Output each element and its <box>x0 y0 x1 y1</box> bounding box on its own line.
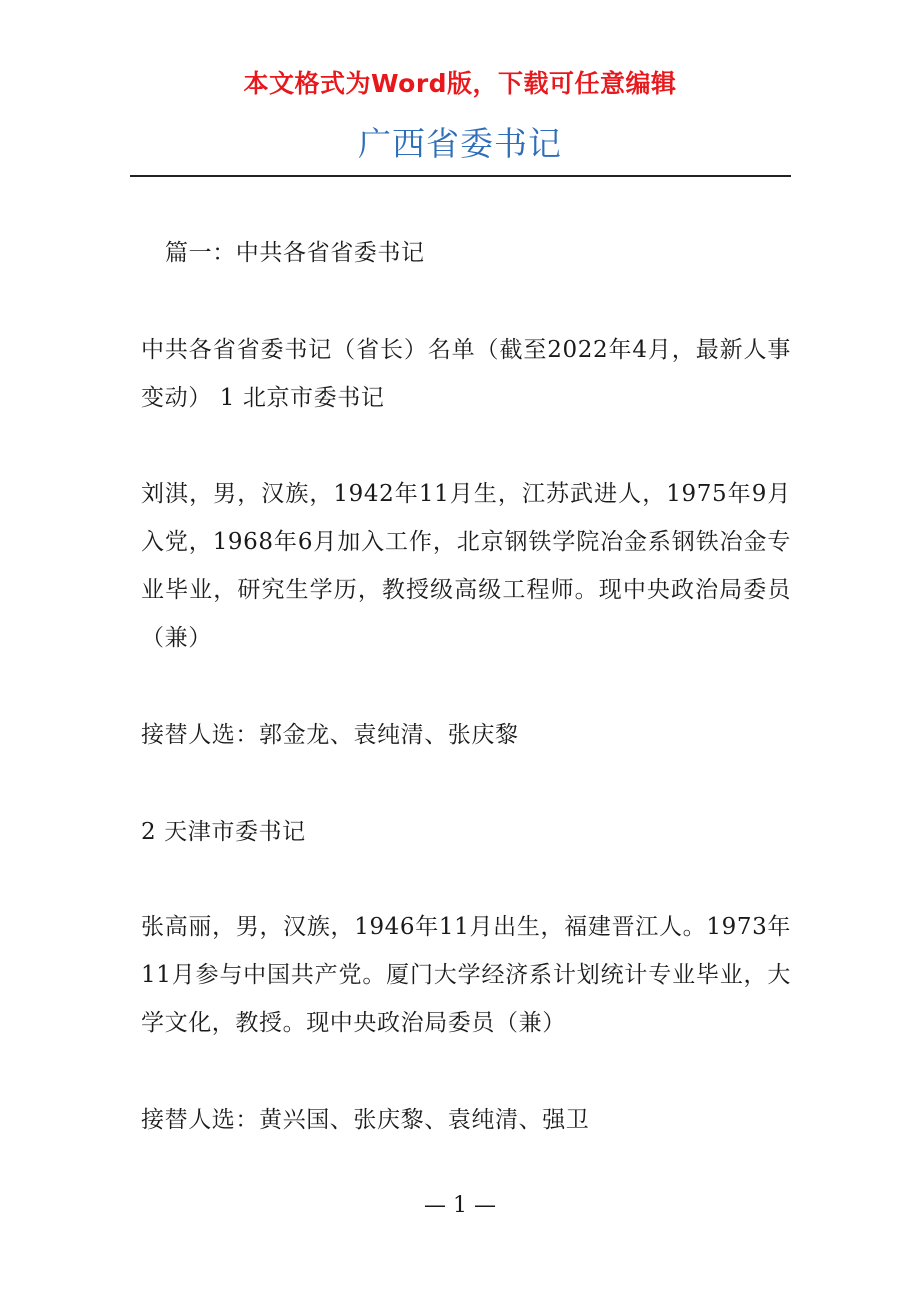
list-intro-paragraph: 中共各省省委书记（省长）名单（截至2022年4月，最新人事变动） 1 北京市委书记 <box>141 337 791 411</box>
tianjin-successors-paragraph: 接替人选：黄兴国、张庆黎、袁纯清、强卫 <box>141 1107 590 1133</box>
section-heading: 篇一：中共各省省委书记 <box>165 240 425 266</box>
tianjin-heading: 2 天津市委书记 <box>141 819 306 845</box>
title-divider <box>130 175 791 177</box>
beijing-bio-paragraph: 刘淇，男，汉族，1942年11月生，江苏武进人，1975年9月入党，1968年6月加入工作，北京钢铁学院冶金系钢铁冶金专业毕业，研究生学历，教授级高级工程师。现中央政治局委员（兼） <box>141 481 791 651</box>
document-title: 广西省委书记 <box>358 124 562 163</box>
beijing-successors-paragraph: 接替人选：郭金龙、袁纯清、张庆黎 <box>141 722 519 748</box>
tianjin-bio-paragraph: 张高丽，男，汉族，1946年11月出生，福建晋江人。1973年11月参与中国共产党。厦门大学经济系计划统计专业毕业，大学文化，教授。现中央政治局委员（兼） <box>141 914 791 1036</box>
download-banner: 本文格式为Word版，下载可任意编辑 <box>243 69 677 98</box>
page-number: — 1 — <box>424 1193 496 1218</box>
